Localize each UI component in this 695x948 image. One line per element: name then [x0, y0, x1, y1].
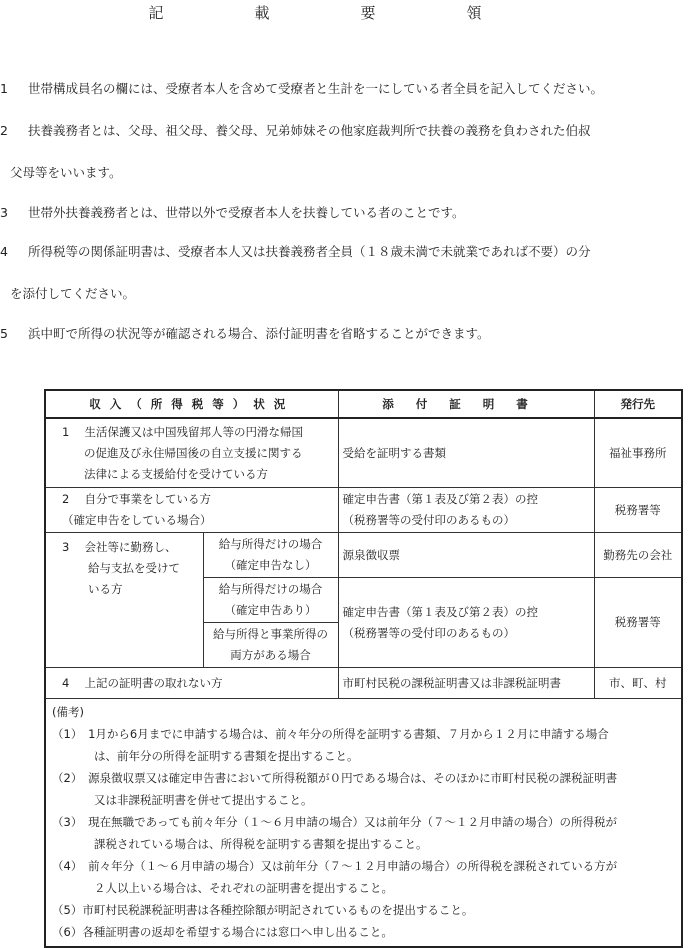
- issuer-cell: 税務署等: [594, 488, 682, 533]
- instruction-number: 5: [0, 326, 8, 341]
- instruction-text: 世帯外扶養義務者とは、世帯以外で受療者本人を扶養している者のことです。: [28, 205, 465, 220]
- issuer-cell: 勤務先の会社: [594, 533, 682, 578]
- instruction-2-cont: 父母等をいいます。: [10, 165, 122, 180]
- note-item: （6）各種証明書の返却を希望する場合には窓口へ申し出ること。: [52, 925, 393, 939]
- instruction-text: 浜中町で所得の状況等が確認される場合、添付証明書を省略することができます。: [28, 326, 490, 341]
- note-item: （5）市町村民税課税証明書は各種控除額が明記されているものを提出すること。: [52, 903, 474, 917]
- instruction-number: 4: [0, 244, 8, 259]
- income-status-cell: 3 会社等に勤務し、 給与支払を受けて いる方: [45, 533, 203, 668]
- instruction-text: 世帯構成員名の欄には、受療者本人を含めて受療者と生計を一にしている者全員を記入してください。: [28, 81, 604, 96]
- header-income-status: 収入（所得税等）状況: [45, 390, 338, 418]
- instruction-number: 3: [0, 205, 8, 220]
- issuer-cell: 税務署等: [594, 578, 682, 668]
- instruction-number: 2: [0, 123, 8, 138]
- instruction-text: 所得税等の関係証明書は、受療者本人又は扶養義務者全員（１８歳未満で未就業であれば不要）の分: [28, 244, 591, 259]
- note-item: （4） 前々年分（１～６月申請の場合）又は前年分（７～１２月申請の場合）の所得税を課税されている方が ２人以上いる場合は、それぞれの証明書を提出すること。: [52, 859, 618, 895]
- certificate-table: [44, 389, 683, 948]
- instruction-4-cont: を添付してください。: [10, 286, 136, 301]
- notes-cell: [45, 699, 682, 948]
- document-cell: 市町村民税の課税証明書又は非課税証明書: [338, 668, 594, 699]
- sub-condition-cell: 給与所得と事業所得の 両方がある場合: [203, 623, 338, 668]
- page-title: 記 載 要 領: [148, 4, 520, 22]
- table-row: [45, 668, 682, 699]
- document-cell: 源泉徴収票: [338, 533, 594, 578]
- instruction-3: [0, 203, 695, 221]
- income-status-cell: [45, 418, 338, 488]
- instruction-4: [0, 242, 695, 260]
- row1-text: 1 生活保護又は中国残留邦人等の円滑な帰国 の促進及び永住帰国後の自立支援に関する 法律による支援給付を受けている方: [62, 424, 303, 481]
- income-status-cell: 4 上記の証明書の取れない方: [45, 668, 338, 699]
- notes-row: [45, 699, 682, 948]
- table-row: [45, 533, 682, 578]
- table-header-row: [45, 390, 682, 418]
- instruction-1: [0, 79, 695, 97]
- header-issuer: 発行先: [594, 390, 682, 418]
- note-item: （3） 現在無職であっても前々年分（１～６月申請の場合）又は前年分（７～１２月申請の場合）の所得税が 課税されている場合は、所得税を証明する書類を提出すること。: [52, 815, 617, 851]
- instruction-5: [0, 324, 695, 342]
- instruction-number: 1: [0, 81, 8, 96]
- table-row: [45, 418, 682, 488]
- document-cell: 確定申告書（第１表及び第２表）の控 （税務署等の受付印のあるもの）: [338, 488, 594, 533]
- notes-heading: (備考): [52, 705, 84, 719]
- sub-condition-cell: 給与所得だけの場合 （確定申告なし）: [203, 533, 338, 578]
- income-status-cell: 2 自分で事業をしている方 （確定申告をしている場合）: [45, 488, 338, 533]
- instruction-text: 扶養義務者とは、父母、祖父母、養父母、兄弟姉妹その他家庭裁判所で扶養の義務を負わされた伯叔: [28, 123, 591, 138]
- document-cell: 確定申告書（第１表及び第２表）の控 （税務署等の受付印のあるもの）: [338, 578, 594, 668]
- table-row: [45, 488, 682, 533]
- issuer-cell: 市、町、村: [594, 668, 682, 699]
- note-item: （1） 1月から6月までに申請する場合は、前々年分の所得を証明する書類、７月から１２月に申請する場合 は、前年分の所得を証明する書類を提出すること。: [52, 727, 609, 763]
- instruction-2: [0, 121, 695, 139]
- note-item: （2） 源泉徴収票又は確定申告書において所得税額が０円である場合は、そのほかに市町村民税の課税証明書 又は非課税証明書を併せて提出すること。: [52, 771, 618, 807]
- document-cell: 受給を証明する書類: [338, 418, 594, 488]
- sub-condition-cell: 給与所得だけの場合 （確定申告あり）: [203, 578, 338, 623]
- issuer-cell: 福祉事務所: [594, 418, 682, 488]
- header-documents: 添付証明書: [338, 390, 594, 418]
